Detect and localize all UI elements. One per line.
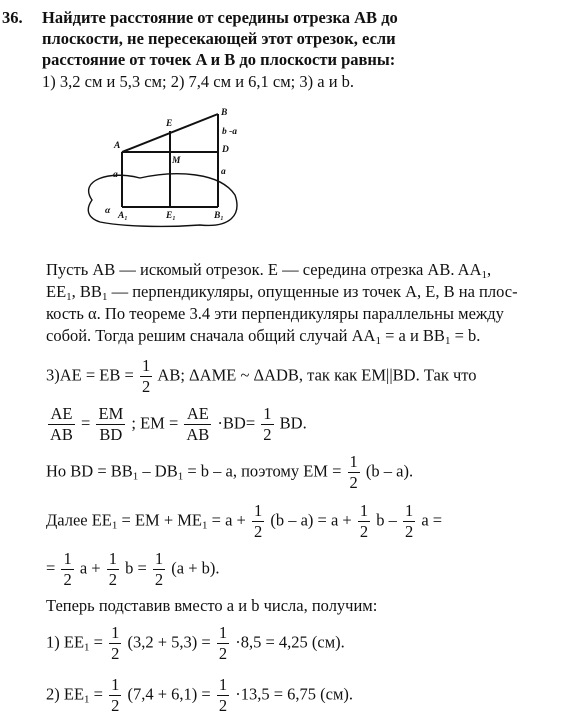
problem-line-1: Найдите расстояние от середины отрезка AB до <box>42 8 398 27</box>
fraction-1-2: $\frac{1}{2}$ <box>63 549 72 589</box>
equation-bd: Но BD = $BB_1 - DB_1 = b - a$, поэтому EM = $\frac{1}{2}$ (b – a). <box>46 452 414 492</box>
fraction-1-2: $\frac{1}{2}$ <box>253 501 263 541</box>
intro-text-2: EE <box>46 282 67 301</box>
fraction-ae-ab-2: $\frac{AE}{AB}$ <box>186 404 210 444</box>
fraction-1-2: $\frac{1}{2}$ <box>404 501 414 541</box>
result-1: 1) $EE_1$ = $\frac{1}{2}$ (3,2 + 5,3) = $\frac{1}{2}$ ·8,5 = 4,25 (см). <box>46 623 345 663</box>
label-d: D <box>222 145 229 155</box>
intro-text-6: собой. Тогда решим сначала общий случай AA <box>46 326 376 345</box>
fraction-1-2: $\frac{1}{2}$ <box>263 404 272 444</box>
fraction-1-2: $\frac{1}{2}$ <box>108 549 117 589</box>
intro-text-5: кость α. По теореме 3.4 эти перпендикуляры параллельны между <box>46 304 504 323</box>
fraction-1-2: $\frac{1}{2}$ <box>154 549 164 589</box>
equation-ratio: $\frac{AE}{AB}$ = $\frac{EM}{BD}$ ; EM = $\frac{AE}{AB}$ ·BD= $\frac{1}{2}$ BD. <box>50 404 307 444</box>
problem-number: 36. <box>2 8 23 27</box>
fraction-1-2: $\frac{1}{2}$ <box>359 501 369 541</box>
fraction-1-2: $\frac{1}{2}$ <box>111 675 120 715</box>
fraction-1-2: $\frac{1}{2}$ <box>111 623 120 663</box>
label-m: M <box>172 156 181 166</box>
subscript: 1 <box>101 291 108 303</box>
intro-text-4: — перпендикуляры, опущенные из точек A, E, B на плос- <box>107 282 518 301</box>
equation-final-general: = $\frac{1}{2}$ a + $\frac{1}{2}$ b = $\frac{1}{2}$ (a + b). <box>46 549 220 589</box>
equation-ee1: Далее $EE_1$ = EM + $ME_1 = a$ + $\frac{1}{2}$ (b – a) = a + $\frac{1}{2}$ b – $\frac{1}{2}$ a = <box>46 501 443 541</box>
label-a-length-right: a <box>221 167 226 177</box>
fraction-1-2: $\frac{1}{2}$ <box>218 623 228 663</box>
label-a1: A₁ <box>118 211 128 221</box>
label-a-length-left: a <box>113 170 118 180</box>
problem-line-2: плоскости, не пересекающей этот отрезок, если <box>42 29 396 48</box>
label-e1: E₁ <box>166 211 176 221</box>
intro-text-8: = b. <box>450 326 481 345</box>
equation-3: 3)AE = EB = $\frac{1}{2}$ AB; ΔAME ~ ΔADB, так как EM||BD. Так что <box>46 356 477 396</box>
fraction-1-2: $\frac{1}{2}$ <box>218 675 228 715</box>
subscript: 1 <box>481 269 488 281</box>
label-e: E <box>166 119 173 129</box>
subscript: 1 <box>375 335 381 347</box>
label-b-minus-a: b -a <box>222 127 238 137</box>
fraction-1-2: $\frac{1}{2}$ <box>349 452 358 492</box>
label-b1: B₁ <box>214 211 224 221</box>
label-alpha: α <box>105 206 111 216</box>
subscript: 1 <box>444 335 451 347</box>
geometry-figure <box>80 100 250 235</box>
intro-text-1: Пусть AB — искомый отрезок. E — середина отрезка AB. AA <box>46 260 482 279</box>
label-a: A <box>114 141 121 151</box>
intro-text-7: = a и BB <box>380 326 445 345</box>
substitution-text: Теперь подставив вместо a и b числа, получим: <box>46 596 378 615</box>
fraction-ae-ab: $\frac{AE}{AB}$ <box>50 404 73 444</box>
fraction-1-2: $\frac{1}{2}$ <box>141 356 151 396</box>
result-2: 2) $EE_1$ = $\frac{1}{2}$ (7,4 + 6,1) = $\frac{1}{2}$ ·13,5 = 6,75 (см). <box>46 675 354 715</box>
label-b: B <box>221 108 228 118</box>
problem-line-3: расстояние от точек A и B до плоскости равны: <box>42 50 396 69</box>
problem-line-4: 1) 3,2 см и 5,3 см; 2) 7,4 см и 6,1 см; 3) a и b. <box>42 72 355 91</box>
intro-text-3: , BB <box>71 282 102 301</box>
subscript: 1 <box>66 291 72 303</box>
fraction-em-bd: $\frac{EM}{BD}$ <box>98 404 124 444</box>
